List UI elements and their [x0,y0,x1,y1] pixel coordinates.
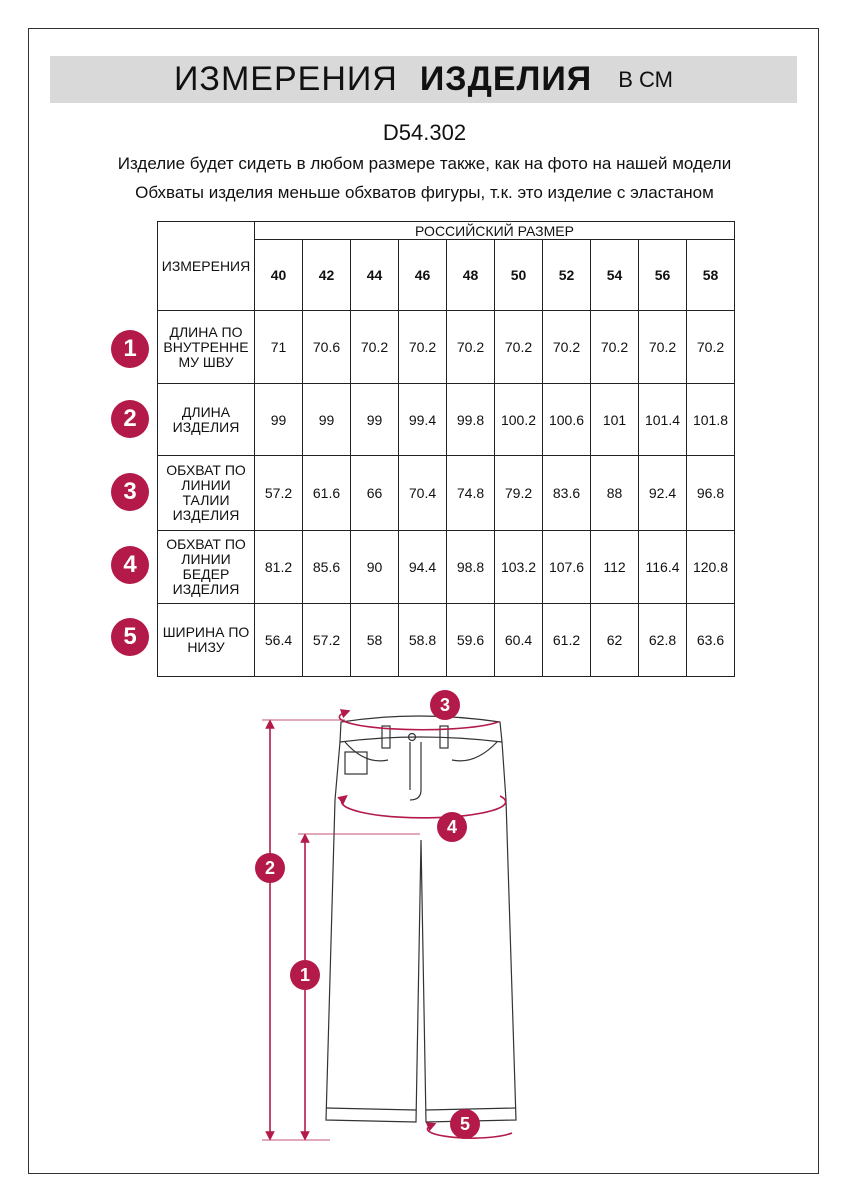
value-cell: 58.8 [399,604,447,677]
size-cell: 56 [639,240,687,311]
value-cell: 66 [351,456,399,531]
marker-hips: 4 [437,812,467,842]
measurement-lines [262,712,512,1140]
value-cell: 88 [591,456,639,531]
size-cell: 48 [447,240,495,311]
value-cell: 61.6 [303,456,351,531]
value-cell: 60.4 [495,604,543,677]
title-part2: ИЗДЕЛИЯ [419,60,593,98]
row-label: ШИРИНА ПО НИЗУ [158,604,255,677]
value-cell: 70.2 [351,311,399,384]
value-cell: 70.2 [447,311,495,384]
value-cell: 99 [255,384,303,456]
size-cell: 44 [351,240,399,311]
size-group-header: РОССИЙСКИЙ РАЗМЕР [255,222,735,240]
value-cell: 79.2 [495,456,543,531]
value-cell: 120.8 [687,531,735,604]
value-cell: 62 [591,604,639,677]
value-cell: 96.8 [687,456,735,531]
value-cell: 81.2 [255,531,303,604]
value-cell: 70.4 [399,456,447,531]
row-number-badge: 5 [111,618,149,656]
value-cell: 85.6 [303,531,351,604]
value-cell: 70.2 [495,311,543,384]
value-cell: 74.8 [447,456,495,531]
value-cell: 63.6 [687,604,735,677]
value-cell: 56.4 [255,604,303,677]
value-cell: 101 [591,384,639,456]
value-cell: 99 [303,384,351,456]
value-cell: 70.6 [303,311,351,384]
title-part1: ИЗМЕРЕНИЯ [173,60,398,98]
value-cell: 101.8 [687,384,735,456]
value-cell: 112 [591,531,639,604]
value-cell: 70.2 [687,311,735,384]
value-cell: 98.8 [447,531,495,604]
value-cell: 58 [351,604,399,677]
title-unit: В СМ [618,66,673,92]
value-cell: 101.4 [639,384,687,456]
value-cell: 92.4 [639,456,687,531]
value-cell: 116.4 [639,531,687,604]
article-number: D54.302 [382,120,467,145]
row-number-badge: 3 [111,473,149,511]
marker-length: 2 [255,853,285,883]
value-cell: 57.2 [255,456,303,531]
fit-note: Изделие будет сидеть в любом размере также, как на фото на нашей модели [117,154,732,173]
size-cell: 50 [495,240,543,311]
value-cell: 99 [351,384,399,456]
measure-header: ИЗМЕРЕНИЯ [158,222,255,311]
value-cell: 71 [255,311,303,384]
value-cell: 70.2 [399,311,447,384]
size-cell: 42 [303,240,351,311]
row-number-badge: 4 [111,546,149,584]
pants-outline [326,716,516,1122]
value-cell: 57.2 [303,604,351,677]
value-cell: 100.2 [495,384,543,456]
row-label: ОБХВАТ ПО ЛИНИИ ТАЛИИ ИЗДЕЛИЯ [158,456,255,531]
value-cell: 94.4 [399,531,447,604]
size-cell: 54 [591,240,639,311]
size-cell: 52 [543,240,591,311]
value-cell: 70.2 [591,311,639,384]
value-cell: 70.2 [639,311,687,384]
value-cell: 100.6 [543,384,591,456]
row-label: ОБХВАТ ПО ЛИНИИ БЕДЕР ИЗДЕЛИЯ [158,531,255,604]
value-cell: 99.8 [447,384,495,456]
marker-waist: 3 [430,690,460,720]
row-label: ДЛИНА ИЗДЕЛИЯ [158,384,255,456]
marker-inseam: 1 [290,960,320,990]
value-cell: 99.4 [399,384,447,456]
size-cell: 46 [399,240,447,311]
row-number-badge: 1 [111,330,149,368]
value-cell: 62.8 [639,604,687,677]
value-cell: 107.6 [543,531,591,604]
marker-hem: 5 [450,1109,480,1139]
value-cell: 61.2 [543,604,591,677]
size-cell: 40 [255,240,303,311]
value-cell: 70.2 [543,311,591,384]
size-cell: 58 [687,240,735,311]
row-label: ДЛИНА ПО ВНУТРЕННЕ МУ ШВУ [158,311,255,384]
row-number-badge: 2 [111,400,149,438]
value-cell: 103.2 [495,531,543,604]
elastane-note: Обхваты изделия меньше обхватов фигуры, т.к. это изделие с эластаном [135,183,714,202]
value-cell: 83.6 [543,456,591,531]
value-cell: 90 [351,531,399,604]
value-cell: 59.6 [447,604,495,677]
